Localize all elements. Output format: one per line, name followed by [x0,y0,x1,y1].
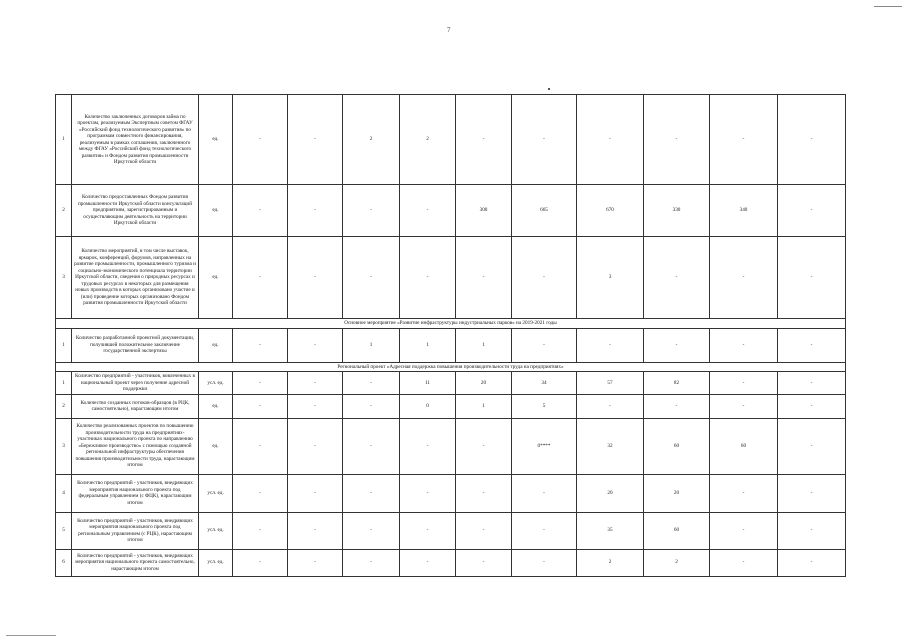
value-cell: - [400,237,456,319]
section-header-row [56,319,846,329]
value-cell: - [288,394,343,418]
value-cell: - [577,95,644,185]
value-cell: - [343,394,400,418]
value-cell: 11 [400,372,456,395]
table-row [56,185,846,237]
table-row [56,394,846,418]
value-cell: 2 [400,95,456,185]
scan-edge-mark [6,635,56,636]
value-cell: - [400,418,456,474]
value-cell: - [512,512,577,549]
value-cell: - [233,474,288,512]
value-cell: - [233,394,288,418]
value-cell: - [233,549,288,576]
value-cell: 35 [577,512,644,549]
value-cell: - [233,328,288,362]
value-cell: 1 [456,328,512,362]
unit-cell: ед. [199,394,233,418]
value-cell: - [577,328,644,362]
value-cell: - [288,328,343,362]
value-cell: - [778,418,846,474]
value-cell: - [343,237,400,319]
value-cell: - [400,185,456,237]
table-row [56,237,846,319]
value-cell: - [778,512,846,549]
value-cell: 60 [644,512,710,549]
value-cell: 300 [456,185,512,237]
value-cell: 340 [710,185,778,237]
unit-cell: ед. [199,418,233,474]
indicator-name: Количество мероприятий, в том числе выставок, ярмарок, конференций, форумов, направленных на развитие промышленности, промышленного туризма и социально-экономического потенциала территории Иркутской области, сведения о природных ресурсах и трудовых ресурсах в некоторых для размещения новых производств в которых организовано участие и (или) проведение которых организовано Фондом развития промышленности Иркутской области [72,237,199,319]
value-cell: - [644,95,710,185]
value-cell: - [512,549,577,576]
value-cell: - [288,418,343,474]
row-number: 1 [56,95,72,185]
value-cell: 0 [400,394,456,418]
value-cell: - [778,549,846,576]
indicator-name: Количество предприятий - участников, внедряющих мероприятия национального проекта под федеральным управлением (с ФЦК), нарастающим итогом [72,474,199,512]
value-cell: - [233,512,288,549]
value-cell: - [233,185,288,237]
value-cell: - [343,549,400,576]
value-cell: 20 [577,474,644,512]
scan-speck [548,88,550,90]
value-cell: - [456,237,512,319]
value-cell: - [288,549,343,576]
value-cell: - [343,418,400,474]
indicator-name: Количество предоставленных Фондом развития промышленности Иркутской области консультаций предприятиям, зарегистрированным и осуществляющим деятельность на территории Иркутской области [72,185,199,237]
unit-cell: ед. [199,185,233,237]
value-cell: 2 [577,549,644,576]
value-cell: - [343,474,400,512]
value-cell: 1 [343,328,400,362]
row-number: 2 [56,185,72,237]
value-cell: 2 [343,95,400,185]
value-cell: - [456,512,512,549]
value-cell: - [512,328,577,362]
value-cell: - [233,237,288,319]
table-row [56,95,846,185]
table-row [56,549,846,576]
value-cell: - [343,185,400,237]
row-number: 1 [56,372,72,395]
unit-cell: ед. [199,95,233,185]
value-cell: 5 [512,394,577,418]
indicator-name: Количество реализованных проектов по повышению производительности труда на предприятиях-участниках национального проекта по направлению «Бережливое производство» с помощью созданной региональной инфраструктуры обеспечения повышения производительности труда, нарастающим итогом [72,418,199,474]
value-cell: - [512,474,577,512]
table-row [56,328,846,362]
row-number: 4 [56,474,72,512]
unit-cell: усл. ед. [199,549,233,576]
value-cell: 670 [577,185,644,237]
value-cell: - [644,237,710,319]
value-cell: - [288,512,343,549]
value-cell: - [288,185,343,237]
value-cell: - [400,474,456,512]
value-cell: 1 [456,394,512,418]
unit-cell: ед. [199,237,233,319]
value-cell: 0**** [512,418,577,474]
row-number: 3 [56,237,72,319]
row-number: 1 [56,328,72,362]
value-cell: - [456,418,512,474]
value-cell: 330 [644,185,710,237]
value-cell: - [343,372,400,395]
value-cell: - [456,95,512,185]
value-cell: 20 [456,372,512,395]
value-cell: - [710,549,778,576]
value-cell: - [577,394,644,418]
value-cell: - [400,512,456,549]
value-cell: - [456,549,512,576]
value-cell: - [778,474,846,512]
value-cell: - [233,95,288,185]
value-cell: - [288,372,343,395]
value-cell: - [710,474,778,512]
value-cell: - [644,328,710,362]
unit-cell: усл. ед. [199,512,233,549]
scan-edge-mark [874,6,902,7]
value-cell: - [778,394,846,418]
value-cell: - [288,474,343,512]
indicator-name: Количество предприятий - участников, вовлеченных в национальный проект через получение адресной поддержки [72,372,199,395]
unit-cell: ед. [199,328,233,362]
value-cell: - [343,512,400,549]
value-cell: - [456,474,512,512]
value-cell: - [778,185,846,237]
value-cell: 20 [644,474,710,512]
value-cell: 60 [644,418,710,474]
value-cell: 60 [710,418,778,474]
value-cell: - [778,372,846,395]
value-cell: - [710,328,778,362]
value-cell: 1 [400,328,456,362]
value-cell: - [710,394,778,418]
unit-cell: усл. ед. [199,474,233,512]
indicator-name: Количество предприятий - участников, внедряющих мероприятия национального проекта под региональным управлением (с РЦК), нарастающим итогом [72,512,199,549]
value-cell: - [512,237,577,319]
table-row [56,474,846,512]
value-cell: 2 [644,549,710,576]
value-cell: - [710,372,778,395]
table-row [56,372,846,395]
indicator-table [55,94,846,577]
section-header-row [56,362,846,372]
value-cell: - [710,95,778,185]
value-cell: 32 [577,418,644,474]
value-cell: 34 [512,372,577,395]
indicator-name: Количество созданных потоков-образцов (в РЦК, самостоятельно), нарастающим итогом [72,394,199,418]
value-cell: 3 [577,237,644,319]
value-cell: - [400,549,456,576]
value-cell: - [644,394,710,418]
row-number: 6 [56,549,72,576]
value-cell: - [778,95,846,185]
value-cell: - [778,237,846,319]
value-cell: - [710,512,778,549]
page-number: 7 [447,26,451,34]
unit-cell: усл. ед. [199,372,233,395]
indicator-name: Количество предприятий - участников, внедряющих мероприятия национального проекта самостоятельно, нарастающим итогом [72,549,199,576]
value-cell: 82 [644,372,710,395]
value-cell: - [710,237,778,319]
table-row [56,512,846,549]
row-number: 3 [56,418,72,474]
value-cell: - [288,237,343,319]
table-row [56,418,846,474]
value-cell: - [778,328,846,362]
value-cell: - [512,95,577,185]
section-title: Региональный проект «Адресная поддержка повышения производительности труда на предприятиях» [56,362,846,372]
value-cell: - [233,372,288,395]
section-title: Основное мероприятие «Развитие инфраструктуры индустриальных парков» на 2019-2021 годы [56,319,846,329]
value-cell: - [233,418,288,474]
value-cell: 665 [512,185,577,237]
indicator-name: Количество разработанной проектной документации, получившей положительное заключение государственной экспертизы [72,328,199,362]
row-number: 2 [56,394,72,418]
value-cell: 57 [577,372,644,395]
value-cell: - [288,95,343,185]
indicator-name: Количество заключенных договоров займа по проектам, реализуемым Экспертным советом ФГАУ «Российский фонд технологического развития» по программам совместного финансирования, реализуемым в рамках соглашения, заключенного между ФГАУ «Российский фонд технологического развития» и Фондом развития промышленности Иркутской области [72,95,199,185]
row-number: 5 [56,512,72,549]
